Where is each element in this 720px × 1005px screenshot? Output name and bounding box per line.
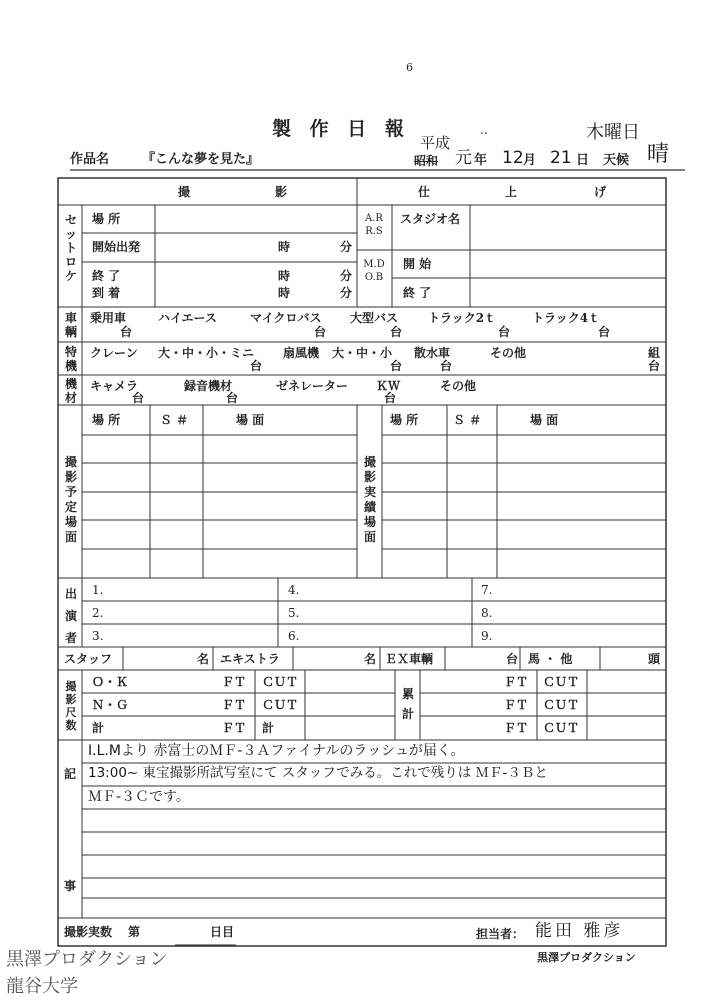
vehicle-truck2-unit: 台	[498, 325, 511, 339]
cum-ft-2: ＦＴ	[504, 698, 529, 712]
form-title: 製 作 日 報	[272, 118, 410, 140]
cast-4: 4.	[288, 583, 300, 597]
vehicle-bus: 大型バス	[350, 311, 399, 325]
vehicle-microbus: マイクロバス	[250, 311, 322, 325]
special-set-unit: 組	[648, 346, 661, 360]
finish-end-label: 終 了	[403, 286, 432, 300]
day-suffix: 日目	[210, 925, 235, 939]
staff-unit: 名	[197, 652, 210, 666]
water-truck-unit: 台	[440, 359, 453, 373]
studio-label: スタジオ名	[400, 212, 461, 226]
cum-cut-1: ＣＵＴ	[543, 675, 580, 689]
days-label: 撮影実数	[64, 925, 113, 939]
weather-label: 天候	[603, 153, 630, 168]
finish-header-b: 上	[505, 185, 518, 199]
vehicle-truck4: トラック4ｔ	[532, 311, 601, 325]
notes-side-label-a: 記	[64, 767, 77, 781]
planned-col-s: Ｓ ＃	[160, 413, 189, 427]
month-unit: 月	[523, 153, 537, 168]
fan-label: 扇風機	[283, 346, 320, 360]
year-unit: 年	[474, 153, 488, 168]
watermark-line-2: 龍谷大学	[6, 976, 78, 997]
planned-scenes-side-label: 撮影予定場面	[64, 455, 77, 544]
work-name: 『こんな夢を見た』	[142, 152, 260, 167]
special-other-unit: 台	[648, 359, 661, 373]
water-truck-label: 散水車	[414, 346, 451, 360]
set-location-side-label: セットロケ	[64, 213, 77, 283]
cum-ft-1: ＦＴ	[504, 675, 529, 689]
cast-1: 1.	[92, 583, 104, 597]
page-mark: 6	[406, 61, 413, 74]
vehicle-truck2: トラック2ｔ	[428, 311, 497, 325]
location-label: 場 所	[92, 212, 121, 226]
finish-header-c: げ	[594, 185, 607, 199]
vehicle-bus-unit: 台	[390, 325, 403, 339]
end-label: 終 了	[92, 269, 121, 283]
cast-side-label: 出演者	[64, 587, 77, 645]
ok-cut: ＣＵＴ	[262, 675, 299, 689]
camera-unit: 台	[132, 391, 145, 405]
crane-unit: 台	[250, 359, 263, 373]
recorder-label: 録音機材	[184, 379, 233, 393]
equipment-side-label: 機材	[64, 377, 77, 405]
footage-side-label: 撮影尺数	[65, 680, 77, 732]
cast-6: 6.	[288, 629, 300, 643]
cast-3: 3.	[92, 629, 104, 643]
arrive-hour: 時	[278, 286, 291, 300]
month-value: 12	[502, 148, 524, 168]
horse-label: 馬 ・ 他	[528, 652, 573, 666]
extra-label: エキストラ	[220, 652, 280, 666]
ok-label: Ｏ・Ｋ	[92, 675, 129, 689]
total-small: 計	[262, 721, 275, 735]
ng-label: Ｎ・Ｇ	[92, 698, 129, 712]
cast-5: 5.	[288, 606, 300, 620]
staff-label: スタッフ	[64, 652, 113, 666]
ok-ft: ＦＴ	[222, 675, 247, 689]
extra-unit: 名	[364, 652, 377, 666]
cum-ft-3: ＦＴ	[504, 721, 529, 735]
ng-ft: ＦＴ	[222, 698, 247, 712]
actual-col-s: Ｓ ＃	[453, 413, 482, 427]
start-label: 開始出発	[92, 240, 141, 254]
ar-rs-label: A.R R.S	[365, 213, 383, 237]
finish-start-label: 開 始	[403, 257, 432, 271]
year-value: 元	[455, 148, 472, 168]
weekday-value: 木曜日	[586, 122, 640, 143]
vehicle-car: 乗用車	[90, 311, 127, 325]
start-hour: 時	[278, 240, 291, 254]
vehicle-car-unit: 台	[120, 325, 133, 339]
fan-unit: 台	[390, 359, 403, 373]
equipment-other-label: その他	[440, 379, 477, 393]
shoot-header-b: 影	[275, 185, 288, 199]
horse-unit: 頭	[648, 652, 661, 666]
note-line-2: 13:00~ 東宝撮影所試写室にて スタッフでみる。これで残りは ＭＦ-３Ｂと	[88, 765, 548, 781]
note-line-1: I.L.Mより 赤富士のＭＦ-３Ａファイナルのラッシュが届く。	[88, 743, 465, 759]
work-name-label: 作品名	[70, 152, 110, 167]
cum-cut-3: ＣＵＴ	[543, 721, 580, 735]
end-hour: 時	[278, 269, 291, 283]
end-minute: 分	[340, 269, 353, 283]
arrive-minute: 分	[340, 286, 353, 300]
special-other-label: その他	[490, 346, 527, 360]
ex-vehicle-label: ＥＸ車輌	[385, 652, 434, 666]
shoot-header-a: 撮	[178, 185, 191, 199]
company-name: 黒澤プロダクション	[537, 951, 636, 964]
day-prefix: 第	[128, 925, 141, 939]
ex-vehicle-unit: 台	[506, 652, 519, 666]
actual-col-scene: 場 面	[530, 413, 559, 427]
planned-col-location: 場 所	[92, 413, 121, 427]
cast-2: 2.	[92, 606, 104, 620]
cum-cut-2: ＣＵＴ	[543, 698, 580, 712]
planned-col-scene: 場 面	[236, 413, 265, 427]
cast-7: 7.	[481, 583, 493, 597]
era-printed: 昭和	[414, 154, 439, 168]
recorder-unit: 台	[226, 391, 239, 405]
ng-cut: ＣＵＴ	[262, 698, 299, 712]
weather-value: 晴	[647, 142, 670, 167]
actual-scenes-side-label: 撮影実績場面	[363, 455, 376, 544]
vehicle-truck4-unit: 台	[598, 325, 611, 339]
vehicle-hiace: ハイエース	[158, 311, 217, 325]
arrive-label: 到 着	[92, 286, 121, 300]
era-written: 平成	[420, 134, 451, 152]
note-line-3: ＭＦ-３Ｃです。	[88, 789, 190, 805]
total-ft: ＦＴ	[222, 721, 247, 735]
fan-sizes: 大・中・小	[332, 346, 393, 360]
crane-label: クレーン	[90, 346, 138, 360]
title-dots: ..	[480, 123, 488, 137]
vehicle-microbus-unit: 台	[314, 325, 327, 339]
start-minute: 分	[340, 240, 353, 254]
camera-label: キャメラ	[90, 379, 139, 393]
cast-8: 8.	[481, 606, 493, 620]
kw-label: ＫＷ	[376, 379, 401, 393]
kw-unit: 台	[384, 391, 397, 405]
person-name: 能田 雅彦	[535, 921, 624, 941]
actual-col-location: 場 所	[390, 413, 419, 427]
watermark-line-1: 黒澤プロダクション	[6, 949, 168, 970]
cast-9: 9.	[481, 629, 493, 643]
finish-header-a: 仕	[418, 185, 431, 199]
person-label: 担当者：	[476, 927, 525, 941]
day-value: 21	[550, 148, 572, 168]
day-unit: 日	[576, 153, 590, 168]
vehicles-side-label: 車輌	[64, 311, 77, 339]
generator-label: ゼネレーター	[276, 379, 349, 393]
crane-sizes: 大・中・小・ミニ	[158, 346, 255, 360]
cumulative-label: 累計	[401, 687, 414, 721]
md-ob-label: M.D O.B	[363, 259, 385, 283]
total-label: 計	[92, 721, 105, 735]
special-side-label: 特機	[64, 345, 77, 373]
notes-side-label-b: 事	[64, 879, 77, 893]
